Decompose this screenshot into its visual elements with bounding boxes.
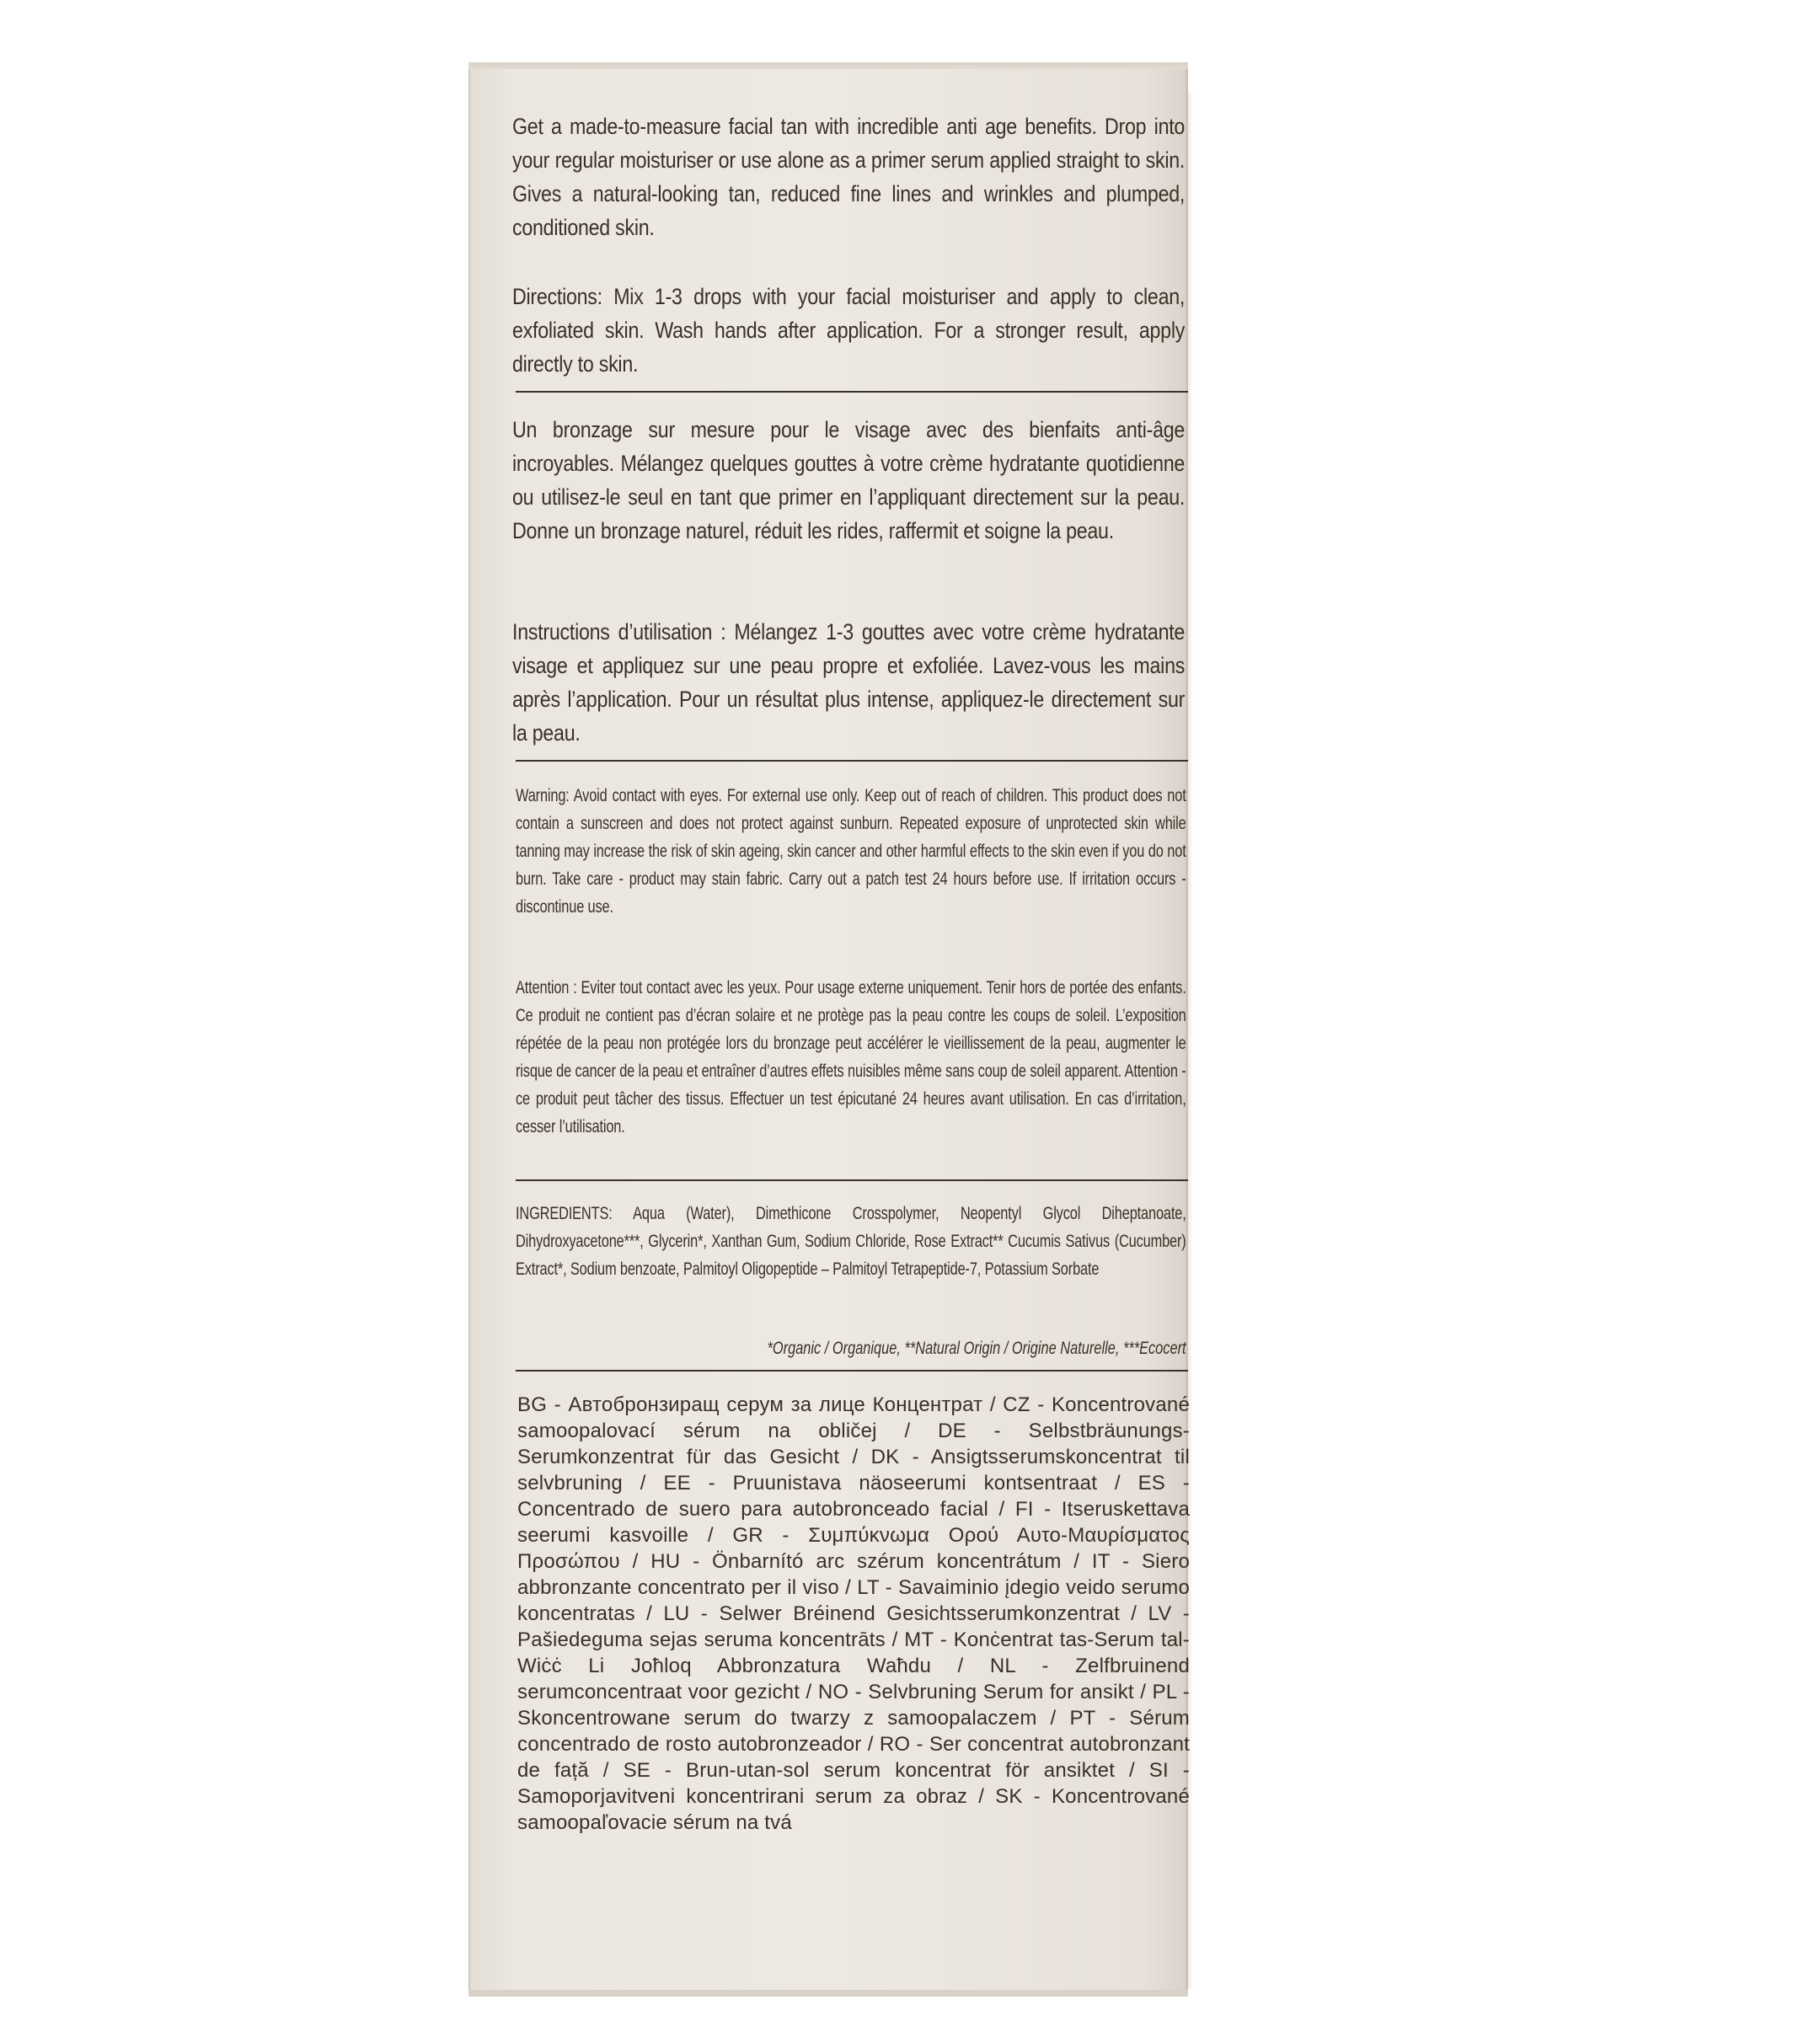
divider-2 — [516, 760, 1188, 762]
ingredients-list: INGREDIENTS: Aqua (Water), Dimethicone Crosspolymer, Neopentyl Glycol Diheptanoate, Dihydroxyacetone***, Glycerin*, Xanthan Gum, Sodium Chloride, Rose Extract** Cucumis Sativus (Cucumber) Extract*, Sodium benzoate, Palmitoyl Oligopeptide – Palmitoyl Tetrapeptide-7, Potassium Sorbate — [516, 1204, 1186, 1279]
english-description: Get a made-to-measure facial tan with incredible anti age benefits. Drop into your regular moisturiser or use alone as a primer serum applied straight to skin. Gives a natural-looking tan, reduced fine lines and wrinkles and plumped, conditioned skin. — [512, 114, 1186, 240]
divider-3 — [516, 1179, 1188, 1181]
english-warning: Warning: Avoid contact with eyes. For external use only. Keep out of reach of children. This product does not contain a sunscreen and does not protect against sunburn. Repeated exposure of unprotected skin while tanning may increase the risk of skin ageing, skin cancer and other harmful effects to the skin even if you do not burn. Take care - product may stain fabric. Carry out a patch test 24 hours before use. If irritation occurs - discontinue use. — [516, 786, 1186, 917]
french-warning: Attention : Eviter tout contact avec les yeux. Pour usage externe uniquement. Tenir hors de portée des enfants. Ce produit ne contient pas d’écran solaire et ne protège pas la peau contre les coups de soleil. L’exposition répétée de la peau non protégée lors du bronzage peut accélérer le vieillissement de la peau, augmenter le risque de cancer de la peau et entraîner d’autres effets nuisibles même sans coup de soleil apparent. Attention - ce produit peut tâcher des tissus. Effectuer un test épicutané 24 heures avant utilisation. En cas d’irritation, cesser l’utilisation. — [516, 978, 1186, 1136]
divider-1 — [516, 391, 1188, 393]
divider-4 — [516, 1370, 1188, 1372]
french-description: Un bronzage sur mesure pour le visage avec des bienfaits anti-âge incroyables. Mélangez quelques gouttes à votre crème hydratante quotidienne ou utilisez-le seul en tant que primer en l’appliquant directement sur la peau. Donne un bronzage naturel, réduit les rides, raffermit et soigne la peau. — [512, 417, 1186, 543]
box-bottom-edge — [468, 1990, 1188, 1997]
french-directions: Instructions d’utilisation : Mélangez 1-3 gouttes avec votre crème hydratante visage et appliquez sur une peau propre et exfoliée. Lavez-vous les mains après l’application. Pour un résultat plus intense, appliquez-le directement sur la peau. — [512, 619, 1186, 746]
multilingual-product-names: BG - Автобронзиращ серум за лице Концентрат / CZ - Koncentrované samoopalovací sérum na obličej / DE - Selbstbräunungs-Serumkonzentrat für das Gesicht / DK - Ansigtsserumskoncentrat til selvbruning / EE - Pruunistava näoseerumi kontsentraat / ES - Concentrado de suero para autobronceado facial / FI - Itseruskettava seerumi kasvoille / GR - Συμπύκνωμα Ορού Αυτο-Μαυρίσματος Προσώπου / HU - Önbarnító arc szérum koncentrátum / IT - Siero abbronzante concentrato per il viso / LT - Savaiminio įdegio veido serumo koncentratas / LU - Selwer Bréinend Gesichtsserumkonzentrat / LV - Pašiedeguma sejas seruma koncentrāts / MT - Konċentrat tas-Serum tal-Wiċċ Li Joħloq Abbronzatura Waħdu / NL - Zelfbruinend serumconcentraat voor gezicht / NO - Selvbruning Serum for ansikt / PL - Skoncentrowane serum do twarzy z samoopalaczem / PT - Sérum concentrado de rosto autobronzeador / RO - Ser concentrat autobronzant de față / SE - Brun-utan-sol serum koncentrat för ansiktet / SI - Samoporjavitveni koncentrirani serum za obraz / SK - Koncentrované samoopaľovacie sérum na tvá — [517, 1393, 1190, 1834]
english-directions: Directions: Mix 1-3 drops with your facial moisturiser and apply to clean, exfoliated skin. Wash hands after application. For a stronger result, apply directly to skin. — [512, 284, 1186, 377]
origin-legend: *Organic / Organique, **Natural Origin / Origine Naturelle, ***Ecocert — [767, 1339, 1186, 1358]
